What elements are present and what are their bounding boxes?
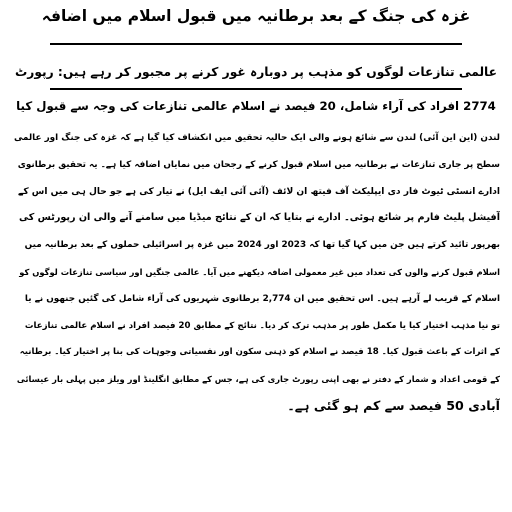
body-line: سطح پر جاری تنازعات نے برطانیہ میں اسلام قبول کرنے کے رجحان میں نمایاں اضافہ کیا ہے۔ یہ تحقیق برطانوی: [17, 159, 500, 170]
body-line: کے قومی اعداد و شمار کے دفتر نے بھی اپنی رپورٹ جاری کی ہے، جس کے مطابق انگلینڈ اور ویلز میں پہلی بار عیسائی: [16, 374, 500, 385]
article-subheadline-1: عالمی تنازعات لوگوں کو مذہب پر دوبارہ غور کرنے پر مجبور کر رہے ہیں: رپورٹ: [14, 65, 498, 79]
body-line: ادارے انسٹی ٹیوٹ فار دی ایپلیکٹ آف فیتھ ان لائف (آئی آئی ایف ایل) نے تیار کی ہے جو حال ہی میں اس کے: [18, 186, 500, 197]
body-line-final: آبادی 50 فیصد سے کم ہو گئی ہے۔: [287, 397, 500, 413]
body-line: کے اثرات کے باعث قبول کیا۔ 18 فیصد نے اسلام کو ذہنی سکون اور نفسیاتی وجوہات کی بنا پر اختیار کیا۔ برطانیہ: [19, 347, 500, 358]
subheadline-divider: [50, 88, 462, 90]
body-line: آفیشل پلیٹ فارم پر شائع ہوئی۔ ادارے نے بتایا کہ ان کے نتائج میڈیا میں سامنے آنے والی ان رپورٹس کی: [19, 212, 500, 224]
article-headline: غزہ کی جنگ کے بعد برطانیہ میں قبول اسلام میں اضافہ: [41, 7, 471, 25]
body-line: تو نیا مذہب اختیار کیا یا مکمل طور پر مذہب ترک کر دیا۔ نتائج کے مطابق 20 فیصد افراد نے اسلام عالمی تنازعات: [24, 320, 500, 331]
article-subheadline-2: 2774 افراد کی آراء شامل، 20 فیصد نے اسلام عالمی تنازعات کی وجہ سے قبول کیا: [16, 99, 496, 113]
body-line: بھرپور تائید کرتے ہیں جن میں کہا گیا تھا کہ 2023 اور 2024 میں غزہ پر اسرائیلی حملوں کے بعد برطانیہ میں: [24, 240, 500, 251]
article-body: [12, 125, 500, 420]
body-line: اسلام کے قریب لے آرہے ہیں۔ اس تحقیق میں ان 2,774 برطانوی شہریوں کی آراء شامل کی گئیں جنھوں نے یا: [24, 293, 500, 304]
body-line: اسلام قبول کرنے والوں کی تعداد میں غیر معمولی اضافہ دیکھنے میں آیا۔ عالمی جنگیں اور سیاسی تنازعات لوگوں کو: [19, 266, 500, 277]
body-line: لندن (این این آئی) لندن سے شائع ہونے والی ایک حالیہ تحقیق میں انکشاف کیا گیا ہے کہ غزہ کی جنگ اور عالمی: [13, 133, 500, 143]
headline-divider: [50, 43, 462, 45]
